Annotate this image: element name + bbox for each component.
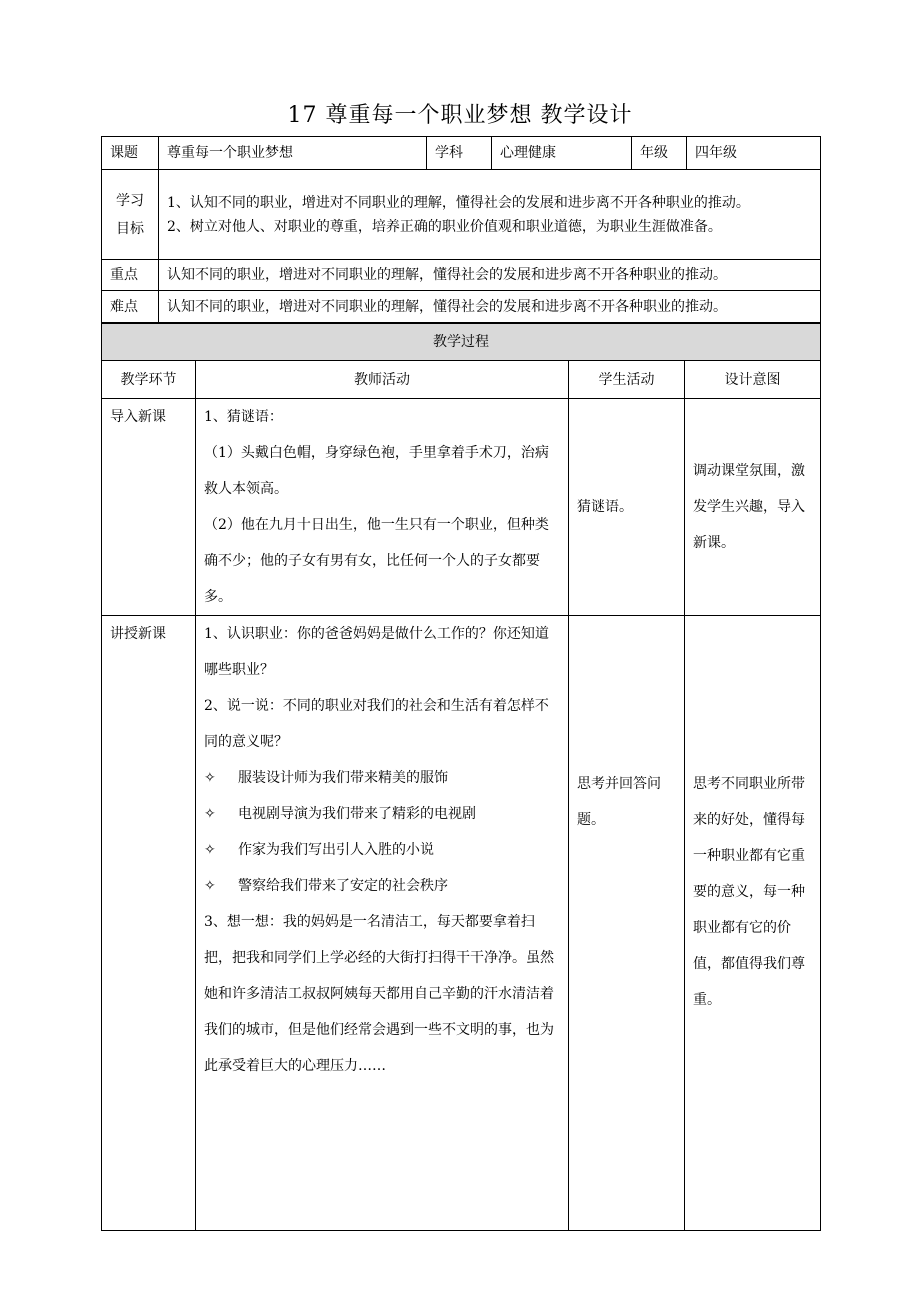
goal-label: 学习目标 [102,170,159,260]
difficulty-value: 认知不同的职业，增进对不同职业的理解，懂得社会的发展和进步离不开各种职业的推动。 [159,291,821,323]
teacher-paragraph: 1、认识职业：你的爸爸妈妈是做什么工作的？你还知道哪些职业？ [204,626,549,678]
star-bullet-icon: ✧ [204,770,216,786]
student-activity-lesson: 思考并回答问题。 [569,616,685,1231]
subject-label: 学科 [427,137,492,170]
grade-label: 年级 [632,137,687,170]
column-header: 学生活动 [569,361,685,399]
list-item: ✧ 电视剧导演为我们带来了精彩的电视剧 [204,796,560,832]
key-value: 认知不同的职业，增进对不同职业的理解，懂得社会的发展和进步离不开各种职业的推动。 [159,260,821,291]
lesson-info-table [101,136,821,323]
teacher-paragraph: 2、说一说：不同的职业对我们的社会和生活有着怎样不同的意义呢？ [204,698,549,750]
teacher-activity-lesson [196,616,569,1231]
teacher-paragraph: 1、猜谜语： [204,409,283,425]
teacher-paragraph: 3、想一想：我的妈妈是一名清洁工，每天都要拿着扫把，把我和同学们上学必经的大街打扫得干干净净。虽然她和许多清洁工叔叔阿姨每天都用自己辛勤的汗水清洁着我们的城市，但是他们经常会遇到一些不文明的事，也为此承受着巨大的心理压力…… [204,914,554,1074]
stage-lesson: 讲授新课 [102,616,196,1231]
goal-content [159,170,821,260]
process-header: 教学过程 [102,324,821,361]
list-item: ✧ 警察给我们带来了安定的社会秩序 [204,868,560,904]
key-label: 重点 [102,260,159,291]
topic-value: 尊重每一个职业梦想 [159,137,427,170]
column-header: 设计意图 [685,361,821,399]
star-bullet-icon: ✧ [204,842,216,858]
page-title: 17 尊重每一个职业梦想 教学设计 [287,103,633,128]
stage-intro: 导入新课 [102,399,196,616]
teacher-paragraph: （2）他在九月十日出生，他一生只有一个职业，但种类确不少；他的子女有男有女，比任何一个人的子女都要多。 [204,517,549,605]
teacher-activity-intro [196,399,569,616]
list-item: ✧ 服装设计师为我们带来精美的服饰 [204,760,560,796]
goal-item: 2、树立对他人、对职业的尊重，培养正确的职业价值观和职业道德，为职业生涯做准备。 [167,218,722,235]
subject-value: 心理健康 [492,137,632,170]
goal-item: 1、认知不同的职业，增进对不同职业的理解，懂得社会的发展和进步离不开各种职业的推动。 [167,194,750,211]
table-row [102,616,821,1231]
table-row [102,399,821,616]
topic-label: 课题 [102,137,159,170]
student-activity-intro: 猜谜语。 [569,399,685,616]
teaching-process-table [101,323,821,1231]
grade-value: 四年级 [687,137,821,170]
difficulty-label: 难点 [102,291,159,323]
column-header: 教学环节 [102,361,196,399]
design-intent-lesson: 思考不同职业所带来的好处，懂得每一种职业都有它重要的意义，每一种职业都有它的价值，都值得我们尊重。 [685,616,821,1231]
design-intent-intro: 调动课堂氛围，激发学生兴趣，导入新课。 [685,399,821,616]
list-item: ✧ 作家为我们写出引人入胜的小说 [204,832,560,868]
star-bullet-icon: ✧ [204,806,216,822]
column-header: 教师活动 [196,361,569,399]
star-bullet-icon: ✧ [204,878,216,894]
teacher-paragraph: （1）头戴白色帽，身穿绿色袍，手里拿着手术刀，治病救人本领高。 [204,445,549,497]
